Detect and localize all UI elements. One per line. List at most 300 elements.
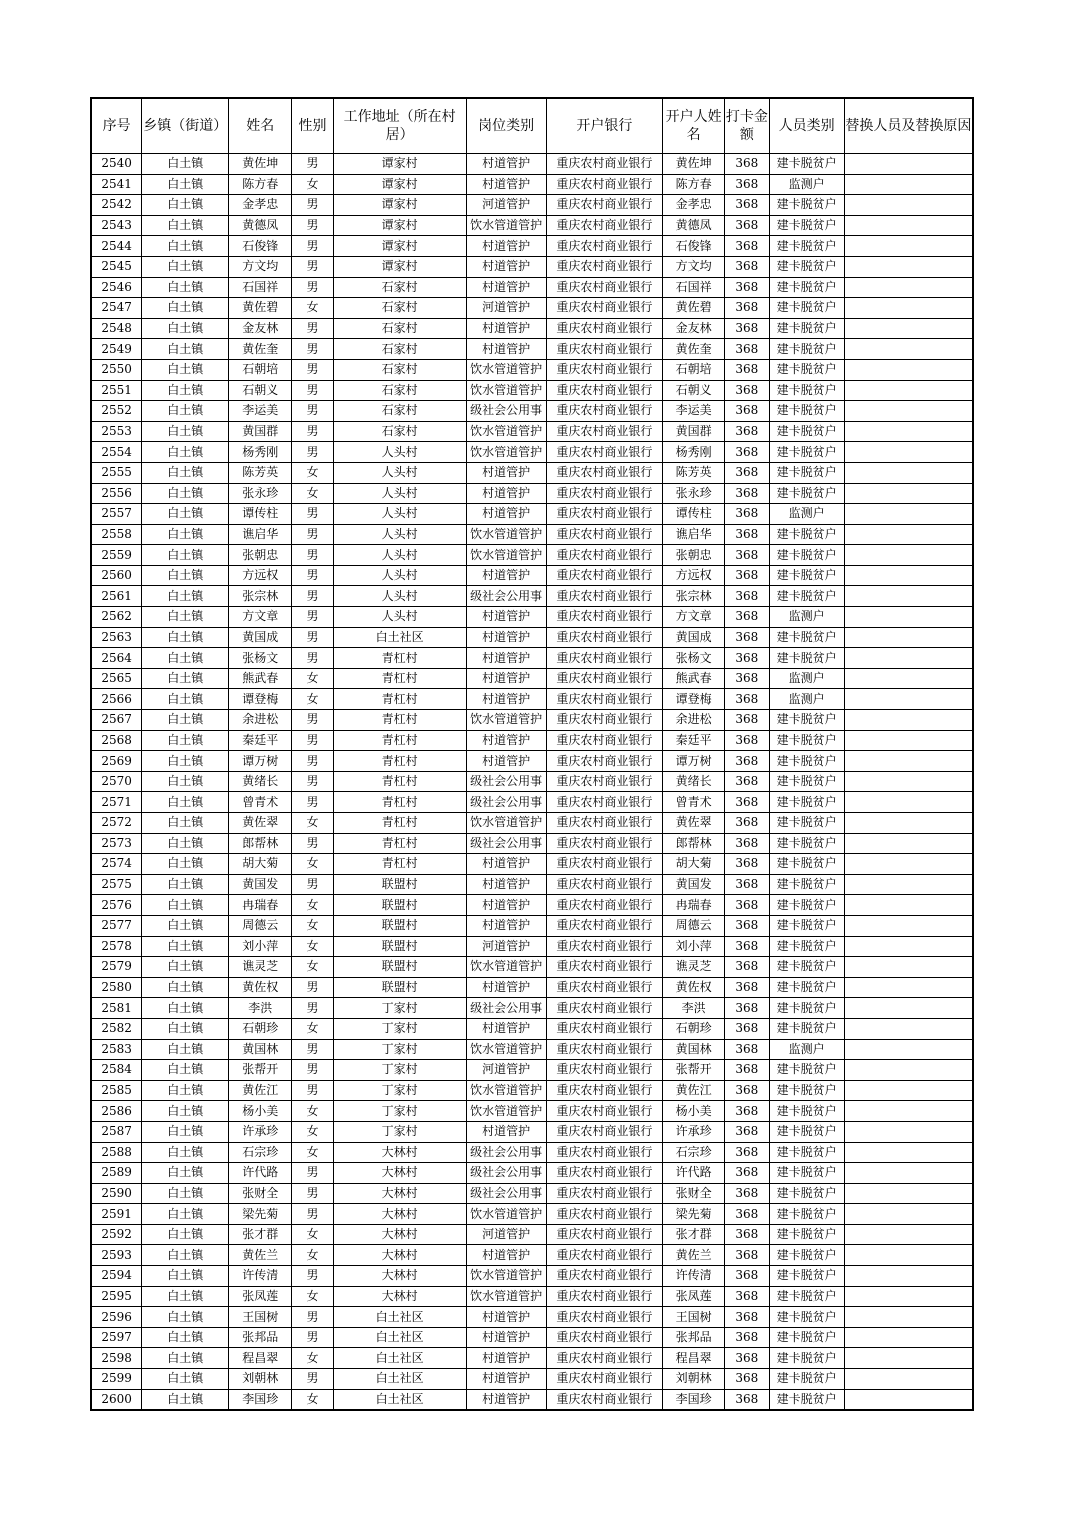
cell-serial: 2597 — [91, 1327, 142, 1348]
cell-name: 许代路 — [229, 1163, 292, 1184]
cell-person-category: 建卡脱贫户 — [769, 318, 844, 339]
cell-serial: 2595 — [91, 1286, 142, 1307]
cell-replacement — [844, 339, 973, 360]
col-header-name: 姓名 — [229, 98, 292, 154]
cell-account-holder: 金友林 — [663, 318, 725, 339]
cell-gender: 男 — [292, 1183, 334, 1204]
cell-township: 白土镇 — [142, 524, 229, 545]
cell-name: 金孝忠 — [229, 195, 292, 216]
cell-amount: 368 — [725, 915, 770, 936]
cell-work-address: 青杠村 — [333, 771, 466, 792]
cell-bank: 重庆农村商业银行 — [546, 1245, 663, 1266]
cell-serial: 2598 — [91, 1348, 142, 1369]
cell-person-category: 监测户 — [769, 689, 844, 710]
cell-township: 白土镇 — [142, 1224, 229, 1245]
cell-bank: 重庆农村商业银行 — [546, 1060, 663, 1081]
cell-account-holder: 刘朝林 — [663, 1369, 725, 1390]
table-row — [91, 1348, 973, 1369]
cell-work-address: 白土社区 — [333, 627, 466, 648]
cell-work-address: 联盟村 — [333, 957, 466, 978]
cell-account-holder: 余进松 — [663, 710, 725, 731]
cell-work-address: 人头村 — [333, 504, 466, 525]
cell-replacement — [844, 936, 973, 957]
cell-replacement — [844, 689, 973, 710]
cell-gender: 男 — [292, 154, 334, 175]
cell-name: 刘小萍 — [229, 936, 292, 957]
cell-amount: 368 — [725, 1327, 770, 1348]
cell-serial: 2543 — [91, 215, 142, 236]
table-row — [91, 1266, 973, 1287]
cell-person-category: 建卡脱贫户 — [769, 1018, 844, 1039]
cell-serial: 2540 — [91, 154, 142, 175]
cell-work-address: 白土社区 — [333, 1348, 466, 1369]
cell-person-category: 建卡脱贫户 — [769, 730, 844, 751]
cell-gender: 女 — [292, 915, 334, 936]
cell-post-type: 饮水管道管护 — [466, 215, 546, 236]
cell-bank: 重庆农村商业银行 — [546, 256, 663, 277]
cell-township: 白土镇 — [142, 936, 229, 957]
cell-bank: 重庆农村商业银行 — [546, 380, 663, 401]
cell-person-category: 建卡脱贫户 — [769, 895, 844, 916]
cell-township: 白土镇 — [142, 483, 229, 504]
cell-post-type: 村道管护 — [466, 256, 546, 277]
cell-work-address: 青杠村 — [333, 710, 466, 731]
cell-township: 白土镇 — [142, 792, 229, 813]
cell-amount: 368 — [725, 256, 770, 277]
cell-work-address: 谭家村 — [333, 195, 466, 216]
cell-name: 李国珍 — [229, 1389, 292, 1410]
col-header-township: 乡镇（街道） — [142, 98, 229, 154]
cell-bank: 重庆农村商业银行 — [546, 998, 663, 1019]
cell-name: 张帮开 — [229, 1060, 292, 1081]
cell-account-holder: 李洪 — [663, 998, 725, 1019]
cell-amount: 368 — [725, 1183, 770, 1204]
cell-bank: 重庆农村商业银行 — [546, 648, 663, 669]
cell-serial: 2573 — [91, 833, 142, 854]
cell-name: 黄佐兰 — [229, 1245, 292, 1266]
cell-account-holder: 许传清 — [663, 1266, 725, 1287]
cell-bank: 重庆农村商业银行 — [546, 586, 663, 607]
cell-name: 黄德凤 — [229, 215, 292, 236]
cell-person-category: 建卡脱贫户 — [769, 1142, 844, 1163]
cell-name: 张邦品 — [229, 1327, 292, 1348]
table-row — [91, 1163, 973, 1184]
cell-account-holder: 黄国发 — [663, 874, 725, 895]
cell-gender: 女 — [292, 1245, 334, 1266]
cell-post-type: 饮水管道管护 — [466, 1039, 546, 1060]
cell-bank: 重庆农村商业银行 — [546, 339, 663, 360]
cell-serial: 2576 — [91, 895, 142, 916]
cell-township: 白土镇 — [142, 813, 229, 834]
cell-person-category: 监测户 — [769, 1039, 844, 1060]
cell-township: 白土镇 — [142, 359, 229, 380]
cell-person-category: 建卡脱贫户 — [769, 215, 844, 236]
cell-work-address: 人头村 — [333, 586, 466, 607]
cell-work-address: 石家村 — [333, 298, 466, 319]
cell-bank: 重庆农村商业银行 — [546, 792, 663, 813]
cell-person-category: 建卡脱贫户 — [769, 524, 844, 545]
cell-name: 黄绪长 — [229, 771, 292, 792]
table-row — [91, 1018, 973, 1039]
cell-name: 石朝义 — [229, 380, 292, 401]
cell-account-holder: 张凤莲 — [663, 1286, 725, 1307]
cell-account-holder: 黄佐兰 — [663, 1245, 725, 1266]
cell-gender: 男 — [292, 977, 334, 998]
cell-amount: 368 — [725, 545, 770, 566]
table-row — [91, 730, 973, 751]
cell-person-category: 建卡脱贫户 — [769, 483, 844, 504]
cell-serial: 2552 — [91, 401, 142, 422]
cell-post-type: 村道管护 — [466, 730, 546, 751]
table-row — [91, 854, 973, 875]
cell-amount: 368 — [725, 895, 770, 916]
cell-serial: 2544 — [91, 236, 142, 257]
cell-account-holder: 黄国成 — [663, 627, 725, 648]
cell-gender: 女 — [292, 1142, 334, 1163]
cell-name: 黄佐坤 — [229, 154, 292, 175]
cell-post-type: 村道管护 — [466, 1018, 546, 1039]
cell-name: 曾青术 — [229, 792, 292, 813]
cell-replacement — [844, 298, 973, 319]
cell-account-holder: 冉瑞春 — [663, 895, 725, 916]
table-body — [91, 154, 973, 1411]
cell-bank: 重庆农村商业银行 — [546, 215, 663, 236]
cell-gender: 男 — [292, 1163, 334, 1184]
cell-name: 石宗珍 — [229, 1142, 292, 1163]
table-row — [91, 339, 973, 360]
cell-account-holder: 方文均 — [663, 256, 725, 277]
cell-bank: 重庆农村商业银行 — [546, 565, 663, 586]
cell-serial: 2596 — [91, 1307, 142, 1328]
cell-bank: 重庆农村商业银行 — [546, 1039, 663, 1060]
cell-bank: 重庆农村商业银行 — [546, 1183, 663, 1204]
cell-bank: 重庆农村商业银行 — [546, 1204, 663, 1225]
cell-bank: 重庆农村商业银行 — [546, 298, 663, 319]
table-row — [91, 813, 973, 834]
cell-account-holder: 黄佐权 — [663, 977, 725, 998]
cell-person-category: 建卡脱贫户 — [769, 339, 844, 360]
cell-post-type: 村道管护 — [466, 1327, 546, 1348]
cell-name: 谯启华 — [229, 524, 292, 545]
cell-gender: 男 — [292, 1060, 334, 1081]
cell-replacement — [844, 1286, 973, 1307]
cell-work-address: 大林村 — [333, 1245, 466, 1266]
cell-account-holder: 谭登梅 — [663, 689, 725, 710]
cell-gender: 男 — [292, 236, 334, 257]
cell-township: 白土镇 — [142, 298, 229, 319]
cell-post-type: 村道管护 — [466, 339, 546, 360]
cell-amount: 368 — [725, 710, 770, 731]
cell-name: 秦廷平 — [229, 730, 292, 751]
cell-person-category: 建卡脱贫户 — [769, 751, 844, 772]
cell-serial: 2599 — [91, 1369, 142, 1390]
cell-serial: 2584 — [91, 1060, 142, 1081]
cell-serial: 2564 — [91, 648, 142, 669]
cell-work-address: 石家村 — [333, 359, 466, 380]
cell-bank: 重庆农村商业银行 — [546, 318, 663, 339]
cell-amount: 368 — [725, 195, 770, 216]
cell-work-address: 白土社区 — [333, 1307, 466, 1328]
col-header-replacement: 替换人员及替换原因 — [844, 98, 973, 154]
cell-bank: 重庆农村商业银行 — [546, 977, 663, 998]
cell-amount: 368 — [725, 380, 770, 401]
cell-person-category: 建卡脱贫户 — [769, 957, 844, 978]
cell-bank: 重庆农村商业银行 — [546, 1286, 663, 1307]
cell-person-category: 建卡脱贫户 — [769, 421, 844, 442]
cell-replacement — [844, 586, 973, 607]
cell-work-address: 联盟村 — [333, 977, 466, 998]
cell-township: 白土镇 — [142, 1163, 229, 1184]
cell-name: 谭登梅 — [229, 689, 292, 710]
cell-account-holder: 许代路 — [663, 1163, 725, 1184]
cell-account-holder: 方文章 — [663, 607, 725, 628]
cell-person-category: 建卡脱贫户 — [769, 1183, 844, 1204]
cell-account-holder: 谭万树 — [663, 751, 725, 772]
cell-bank: 重庆农村商业银行 — [546, 277, 663, 298]
cell-name: 杨小美 — [229, 1101, 292, 1122]
cell-person-category: 建卡脱贫户 — [769, 1121, 844, 1142]
cell-bank: 重庆农村商业银行 — [546, 1080, 663, 1101]
cell-post-type: 级社会公用事 — [466, 1163, 546, 1184]
cell-amount: 368 — [725, 957, 770, 978]
cell-amount: 368 — [725, 730, 770, 751]
cell-post-type: 级社会公用事 — [466, 833, 546, 854]
cell-serial: 2566 — [91, 689, 142, 710]
cell-post-type: 村道管护 — [466, 1307, 546, 1328]
cell-amount: 368 — [725, 462, 770, 483]
cell-amount: 368 — [725, 421, 770, 442]
cell-work-address: 人头村 — [333, 524, 466, 545]
cell-name: 张杨文 — [229, 648, 292, 669]
cell-bank: 重庆农村商业银行 — [546, 462, 663, 483]
table-row — [91, 524, 973, 545]
cell-post-type: 村道管护 — [466, 483, 546, 504]
cell-name: 谭万树 — [229, 751, 292, 772]
cell-serial: 2542 — [91, 195, 142, 216]
cell-township: 白土镇 — [142, 833, 229, 854]
cell-account-holder: 郎帮林 — [663, 833, 725, 854]
cell-bank: 重庆农村商业银行 — [546, 668, 663, 689]
cell-work-address: 谭家村 — [333, 236, 466, 257]
cell-name: 谯灵芝 — [229, 957, 292, 978]
table-row — [91, 174, 973, 195]
cell-replacement — [844, 1224, 973, 1245]
cell-work-address: 石家村 — [333, 380, 466, 401]
cell-replacement — [844, 504, 973, 525]
cell-amount: 368 — [725, 813, 770, 834]
cell-township: 白土镇 — [142, 462, 229, 483]
cell-post-type: 村道管护 — [466, 174, 546, 195]
cell-gender: 男 — [292, 504, 334, 525]
cell-replacement — [844, 236, 973, 257]
cell-gender: 男 — [292, 586, 334, 607]
table-row — [91, 1121, 973, 1142]
cell-name: 金友林 — [229, 318, 292, 339]
cell-township: 白土镇 — [142, 957, 229, 978]
cell-gender: 男 — [292, 751, 334, 772]
cell-bank: 重庆农村商业银行 — [546, 401, 663, 422]
cell-township: 白土镇 — [142, 1142, 229, 1163]
cell-amount: 368 — [725, 1163, 770, 1184]
cell-replacement — [844, 833, 973, 854]
cell-work-address: 联盟村 — [333, 915, 466, 936]
cell-replacement — [844, 1389, 973, 1410]
cell-amount: 368 — [725, 215, 770, 236]
cell-township: 白土镇 — [142, 236, 229, 257]
cell-township: 白土镇 — [142, 1327, 229, 1348]
cell-gender: 男 — [292, 359, 334, 380]
cell-serial: 2557 — [91, 504, 142, 525]
cell-replacement — [844, 998, 973, 1019]
cell-amount: 368 — [725, 1142, 770, 1163]
cell-township: 白土镇 — [142, 277, 229, 298]
cell-amount: 368 — [725, 483, 770, 504]
cell-amount: 368 — [725, 1101, 770, 1122]
cell-post-type: 河道管护 — [466, 1060, 546, 1081]
cell-work-address: 大林村 — [333, 1163, 466, 1184]
cell-work-address: 大林村 — [333, 1183, 466, 1204]
cell-work-address: 人头村 — [333, 462, 466, 483]
cell-gender: 男 — [292, 607, 334, 628]
cell-bank: 重庆农村商业银行 — [546, 957, 663, 978]
table-row — [91, 771, 973, 792]
cell-replacement — [844, 751, 973, 772]
cell-account-holder: 张永珍 — [663, 483, 725, 504]
cell-account-holder: 陈方春 — [663, 174, 725, 195]
cell-person-category: 建卡脱贫户 — [769, 915, 844, 936]
cell-township: 白土镇 — [142, 442, 229, 463]
cell-replacement — [844, 483, 973, 504]
cell-person-category: 建卡脱贫户 — [769, 977, 844, 998]
cell-replacement — [844, 1266, 973, 1287]
cell-serial: 2560 — [91, 565, 142, 586]
cell-account-holder: 石国祥 — [663, 277, 725, 298]
cell-township: 白土镇 — [142, 1245, 229, 1266]
cell-serial: 2549 — [91, 339, 142, 360]
cell-serial: 2577 — [91, 915, 142, 936]
cell-post-type: 村道管护 — [466, 1369, 546, 1390]
cell-work-address: 白土社区 — [333, 1327, 466, 1348]
cell-bank: 重庆农村商业银行 — [546, 442, 663, 463]
cell-replacement — [844, 874, 973, 895]
cell-bank: 重庆农村商业银行 — [546, 607, 663, 628]
cell-gender: 男 — [292, 1080, 334, 1101]
col-header-amount: 打卡金额 — [725, 98, 770, 154]
table-row — [91, 380, 973, 401]
cell-name: 张才群 — [229, 1224, 292, 1245]
cell-post-type: 饮水管道管护 — [466, 359, 546, 380]
cell-township: 白土镇 — [142, 421, 229, 442]
cell-work-address: 联盟村 — [333, 936, 466, 957]
cell-work-address: 白土社区 — [333, 1389, 466, 1410]
cell-name: 黄佐江 — [229, 1080, 292, 1101]
cell-serial: 2581 — [91, 998, 142, 1019]
cell-name: 黄佐奎 — [229, 339, 292, 360]
cell-township: 白土镇 — [142, 565, 229, 586]
cell-serial: 2562 — [91, 607, 142, 628]
cell-person-category: 建卡脱贫户 — [769, 1060, 844, 1081]
cell-person-category: 监测户 — [769, 668, 844, 689]
cell-account-holder: 程昌翠 — [663, 1348, 725, 1369]
cell-name: 张永珍 — [229, 483, 292, 504]
col-header-gender: 性别 — [292, 98, 334, 154]
cell-township: 白土镇 — [142, 215, 229, 236]
cell-bank: 重庆农村商业银行 — [546, 545, 663, 566]
cell-name: 王国树 — [229, 1307, 292, 1328]
cell-bank: 重庆农村商业银行 — [546, 895, 663, 916]
cell-township: 白土镇 — [142, 1039, 229, 1060]
cell-work-address: 联盟村 — [333, 895, 466, 916]
cell-township: 白土镇 — [142, 1018, 229, 1039]
cell-person-category: 建卡脱贫户 — [769, 1101, 844, 1122]
cell-gender: 女 — [292, 1389, 334, 1410]
cell-post-type: 村道管护 — [466, 648, 546, 669]
cell-person-category: 建卡脱贫户 — [769, 874, 844, 895]
col-header-account-holder: 开户人姓名 — [663, 98, 725, 154]
cell-bank: 重庆农村商业银行 — [546, 1389, 663, 1410]
cell-serial: 2555 — [91, 462, 142, 483]
cell-gender: 男 — [292, 771, 334, 792]
table-row — [91, 1039, 973, 1060]
cell-person-category: 建卡脱贫户 — [769, 442, 844, 463]
cell-name: 余进松 — [229, 710, 292, 731]
cell-gender: 男 — [292, 710, 334, 731]
cell-post-type: 村道管护 — [466, 627, 546, 648]
cell-work-address: 谭家村 — [333, 154, 466, 175]
cell-name: 黄国成 — [229, 627, 292, 648]
cell-township: 白土镇 — [142, 339, 229, 360]
cell-amount: 368 — [725, 1039, 770, 1060]
cell-post-type: 饮水管道管护 — [466, 813, 546, 834]
cell-person-category: 建卡脱贫户 — [769, 565, 844, 586]
table-row — [91, 1204, 973, 1225]
cell-gender: 男 — [292, 215, 334, 236]
cell-replacement — [844, 730, 973, 751]
cell-serial: 2548 — [91, 318, 142, 339]
cell-replacement — [844, 915, 973, 936]
cell-gender: 男 — [292, 1039, 334, 1060]
cell-post-type: 河道管护 — [466, 195, 546, 216]
cell-person-category: 建卡脱贫户 — [769, 1369, 844, 1390]
cell-work-address: 青杠村 — [333, 648, 466, 669]
table-row — [91, 792, 973, 813]
header-row — [91, 98, 973, 154]
cell-work-address: 青杠村 — [333, 668, 466, 689]
cell-account-holder: 石朝培 — [663, 359, 725, 380]
cell-township: 白土镇 — [142, 1121, 229, 1142]
cell-person-category: 建卡脱贫户 — [769, 648, 844, 669]
cell-person-category: 建卡脱贫户 — [769, 586, 844, 607]
cell-replacement — [844, 1101, 973, 1122]
cell-gender: 男 — [292, 339, 334, 360]
cell-serial: 2594 — [91, 1266, 142, 1287]
cell-serial: 2572 — [91, 813, 142, 834]
cell-post-type: 村道管护 — [466, 1348, 546, 1369]
cell-post-type: 村道管护 — [466, 689, 546, 710]
cell-name: 李洪 — [229, 998, 292, 1019]
cell-gender: 女 — [292, 298, 334, 319]
cell-post-type: 村道管护 — [466, 1121, 546, 1142]
table-row — [91, 874, 973, 895]
cell-person-category: 监测户 — [769, 607, 844, 628]
cell-township: 白土镇 — [142, 668, 229, 689]
cell-amount: 368 — [725, 1121, 770, 1142]
cell-account-holder: 石俊锋 — [663, 236, 725, 257]
cell-work-address: 丁家村 — [333, 1039, 466, 1060]
cell-account-holder: 周德云 — [663, 915, 725, 936]
cell-gender: 男 — [292, 1266, 334, 1287]
cell-work-address: 丁家村 — [333, 1080, 466, 1101]
